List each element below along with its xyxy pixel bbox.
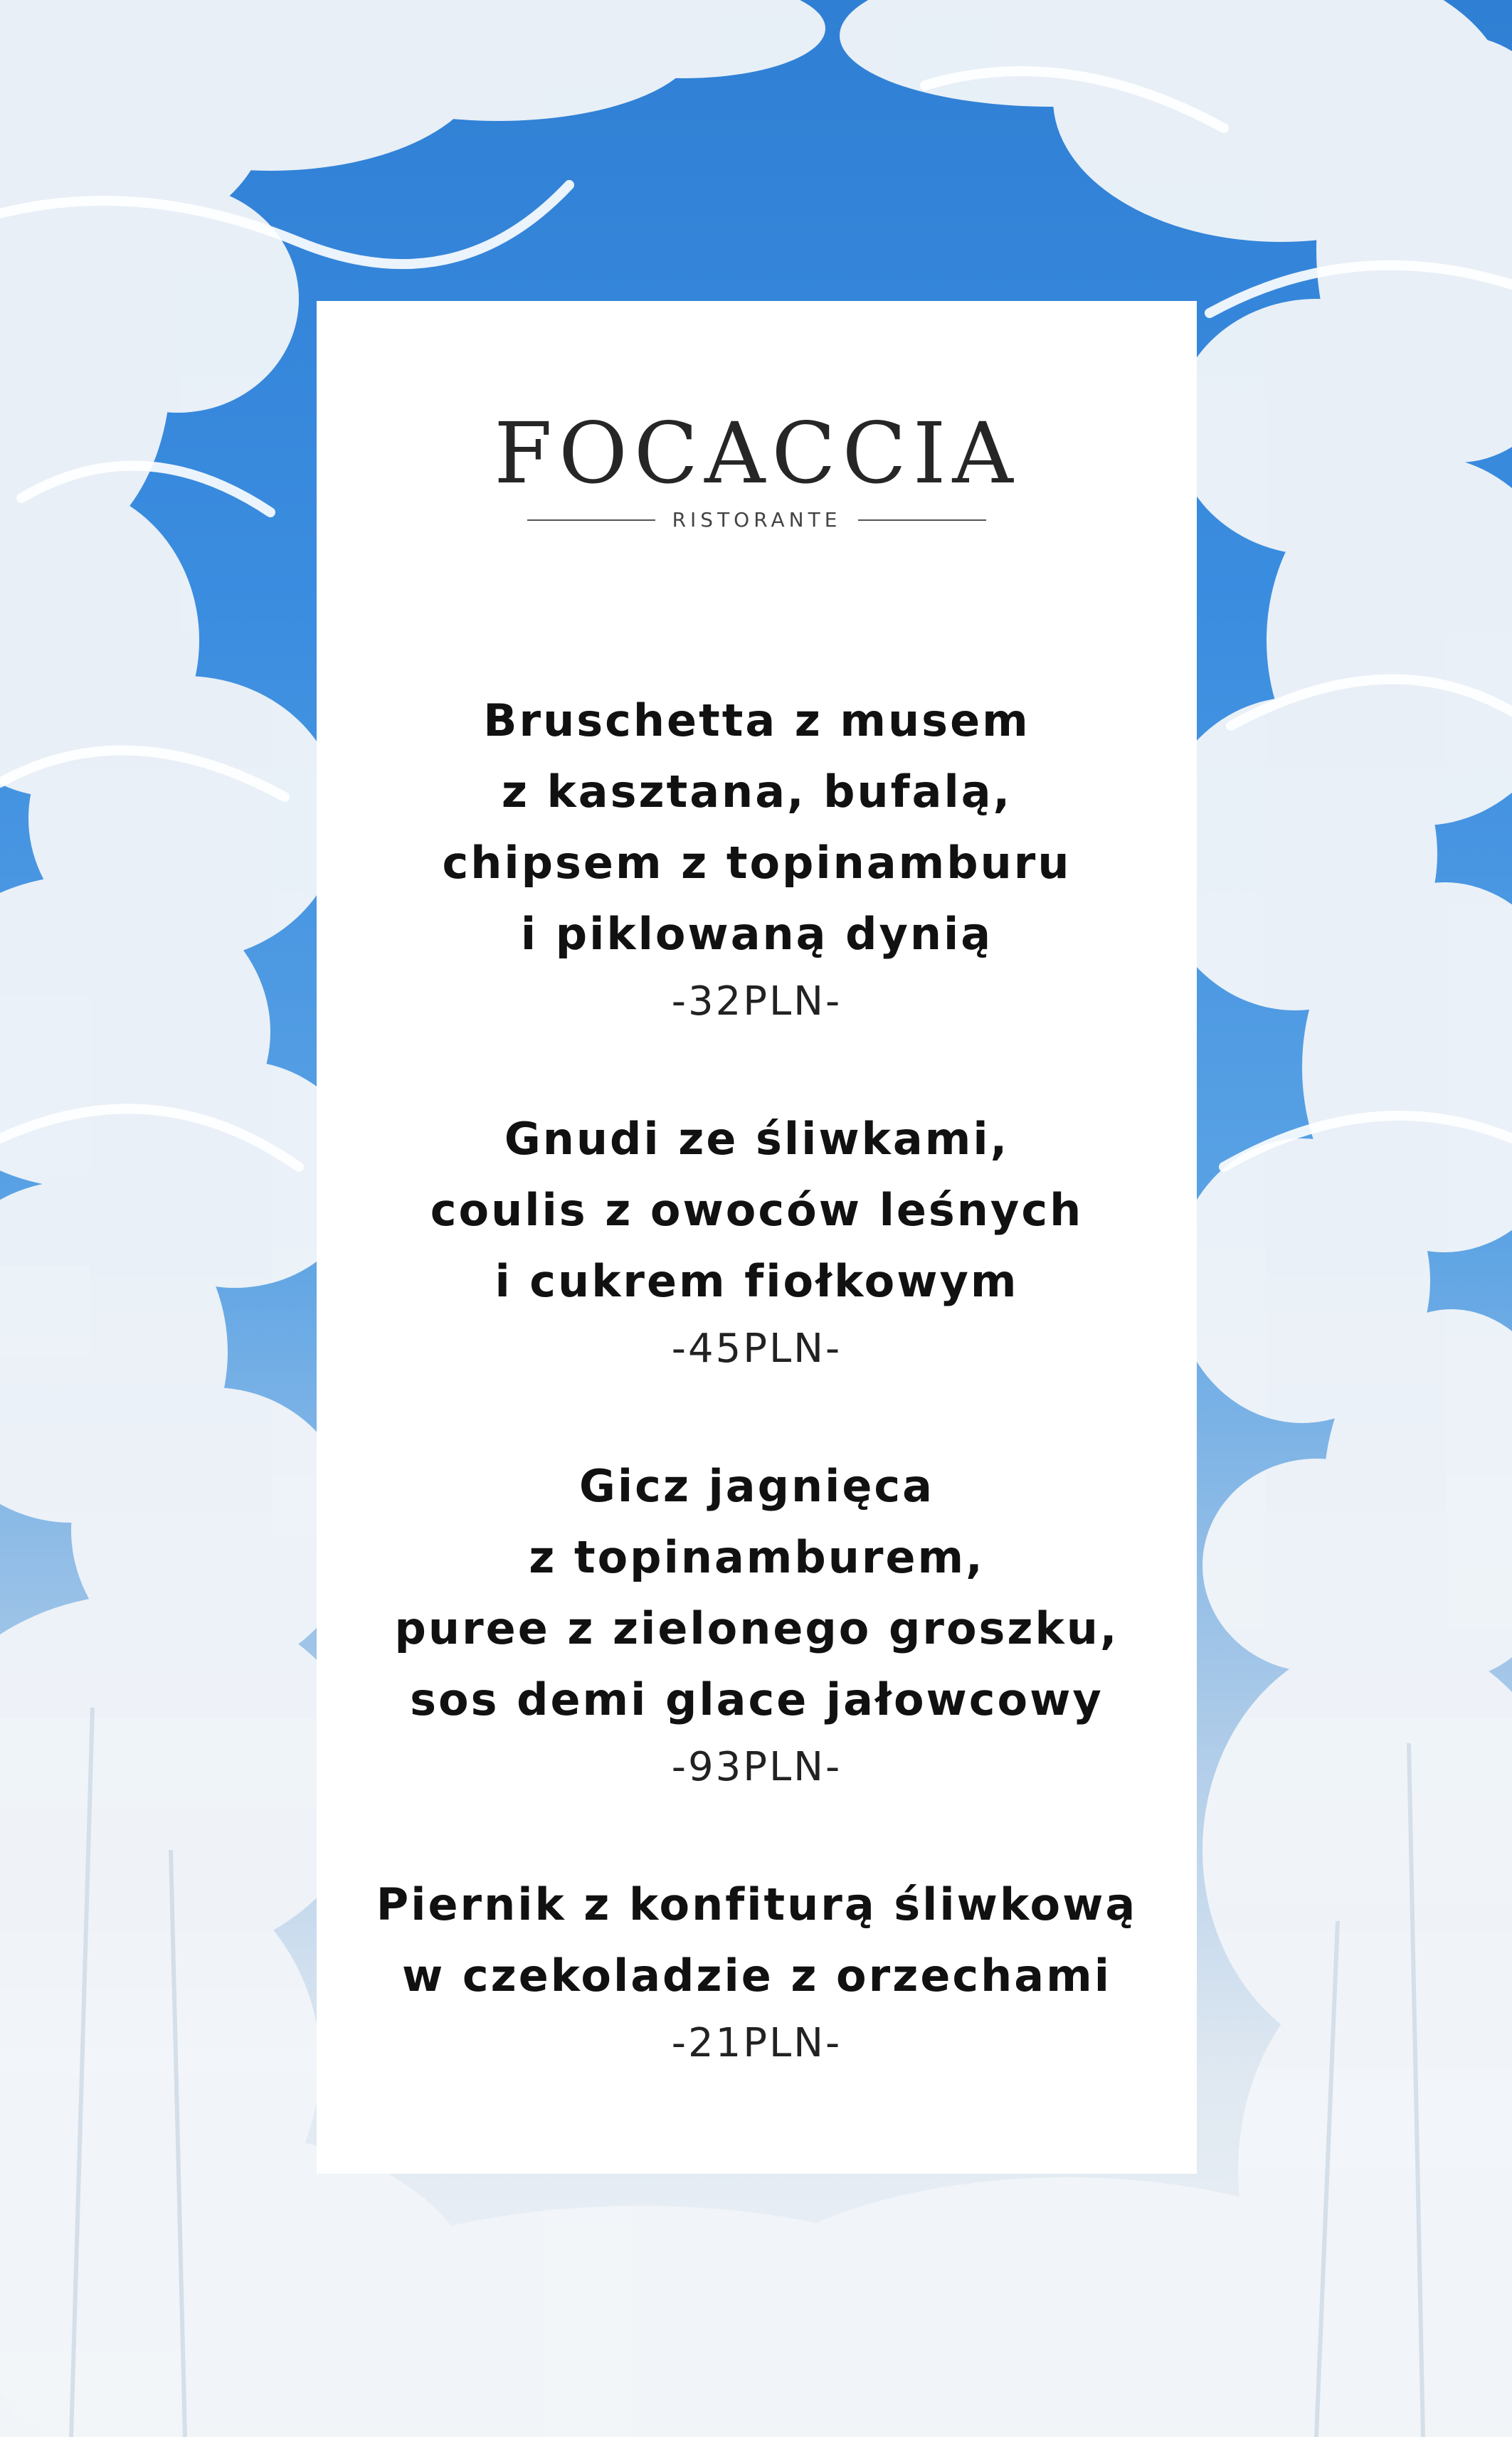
dish-name-line: Bruschetta z musem (483, 694, 1030, 746)
dish-name-line: Gnudi ze śliwkami, (504, 1113, 1010, 1165)
menu-item (317, 1451, 1197, 1799)
logo-wordmark: FOCACCIA (494, 404, 1020, 502)
dish-name-line: sos demi glace jałowcowy (410, 1674, 1104, 1725)
dish-price: -32PLN- (671, 978, 842, 1025)
dish-name-line: Piernik z konfiturą śliwkową (376, 1878, 1138, 1930)
dish-price: -93PLN- (671, 1744, 842, 1790)
dish-name-line: z topinamburem, (529, 1531, 985, 1583)
logo-subtitle: RISTORANTE (672, 508, 842, 532)
menu-item (317, 1869, 1197, 2076)
logo-divider-left (527, 519, 655, 521)
restaurant-logo (317, 404, 1197, 532)
logo-divider-right (858, 519, 986, 521)
menu-item (317, 1104, 1197, 1381)
dish-name-line: w czekoladzie z orzechami (402, 1950, 1111, 2002)
dish-name-line: puree z zielonego groszku, (394, 1602, 1119, 1654)
dish-price: -45PLN- (671, 1326, 842, 1372)
dish-name-line: coulis z owoców leśnych (430, 1184, 1084, 1236)
logo-subtitle-row (317, 508, 1197, 532)
dish-name-line: chipsem z topinamburu (442, 837, 1072, 889)
dish-name-line: i cukrem fiołkowym (495, 1255, 1019, 1307)
dish-name-line: z kasztana, bufalą, (501, 766, 1013, 818)
dish-name-line: i piklowaną dynią (520, 908, 993, 960)
menu-card (317, 301, 1197, 2174)
dish-name-line: Gicz jagnięca (578, 1460, 935, 1512)
dish-price: -21PLN- (671, 2020, 842, 2066)
menu-list (317, 685, 1197, 2145)
menu-item (317, 685, 1197, 1034)
